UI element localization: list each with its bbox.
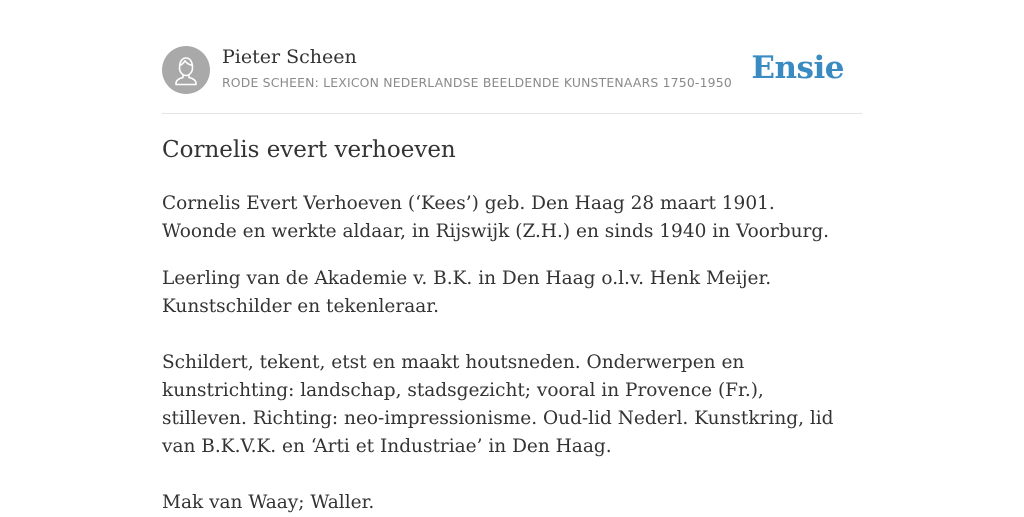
user-icon xyxy=(162,46,210,94)
header-divider xyxy=(162,113,862,114)
paragraph: Leerling van de Akademie v. B.K. in Den Haag o.l.v. Henk Meijer. Kunstschilder en tekenleraar. xyxy=(162,268,772,317)
paragraph: Cornelis Evert Verhoeven (‘Kees’) geb. Den Haag 28 maart 1901. Woonde en werkte aldaar, in Rijswijk (Z.H.) en sinds 1940 in Voorburg. xyxy=(162,193,830,242)
references: Mak van Waay; Waller. xyxy=(162,492,375,513)
author-avatar[interactable] xyxy=(162,46,210,94)
article-body xyxy=(162,190,852,517)
author-name[interactable]: Pieter Scheen xyxy=(222,46,357,68)
source-title[interactable]: RODE SCHEEN: LEXICON NEDERLANDSE BEELDENDE KUNSTENAARS 1750-1950 xyxy=(222,75,732,90)
ensie-logo[interactable]: Ensie xyxy=(751,50,844,86)
article-title: Cornelis evert verhoeven xyxy=(162,137,456,163)
article-header xyxy=(162,46,862,96)
paragraph: Schildert, tekent, etst en maakt houtsneden. Onderwerpen en kunstrichting: landschap, stadsgezicht; vooral in Provence (Fr.), stilleven. Richting: neo-impressionisme. Oud-lid Nederl. Kunstkring, lid van B.K.V.K. en ‘Arti et Industriae’ in Den Haag. xyxy=(162,352,834,457)
